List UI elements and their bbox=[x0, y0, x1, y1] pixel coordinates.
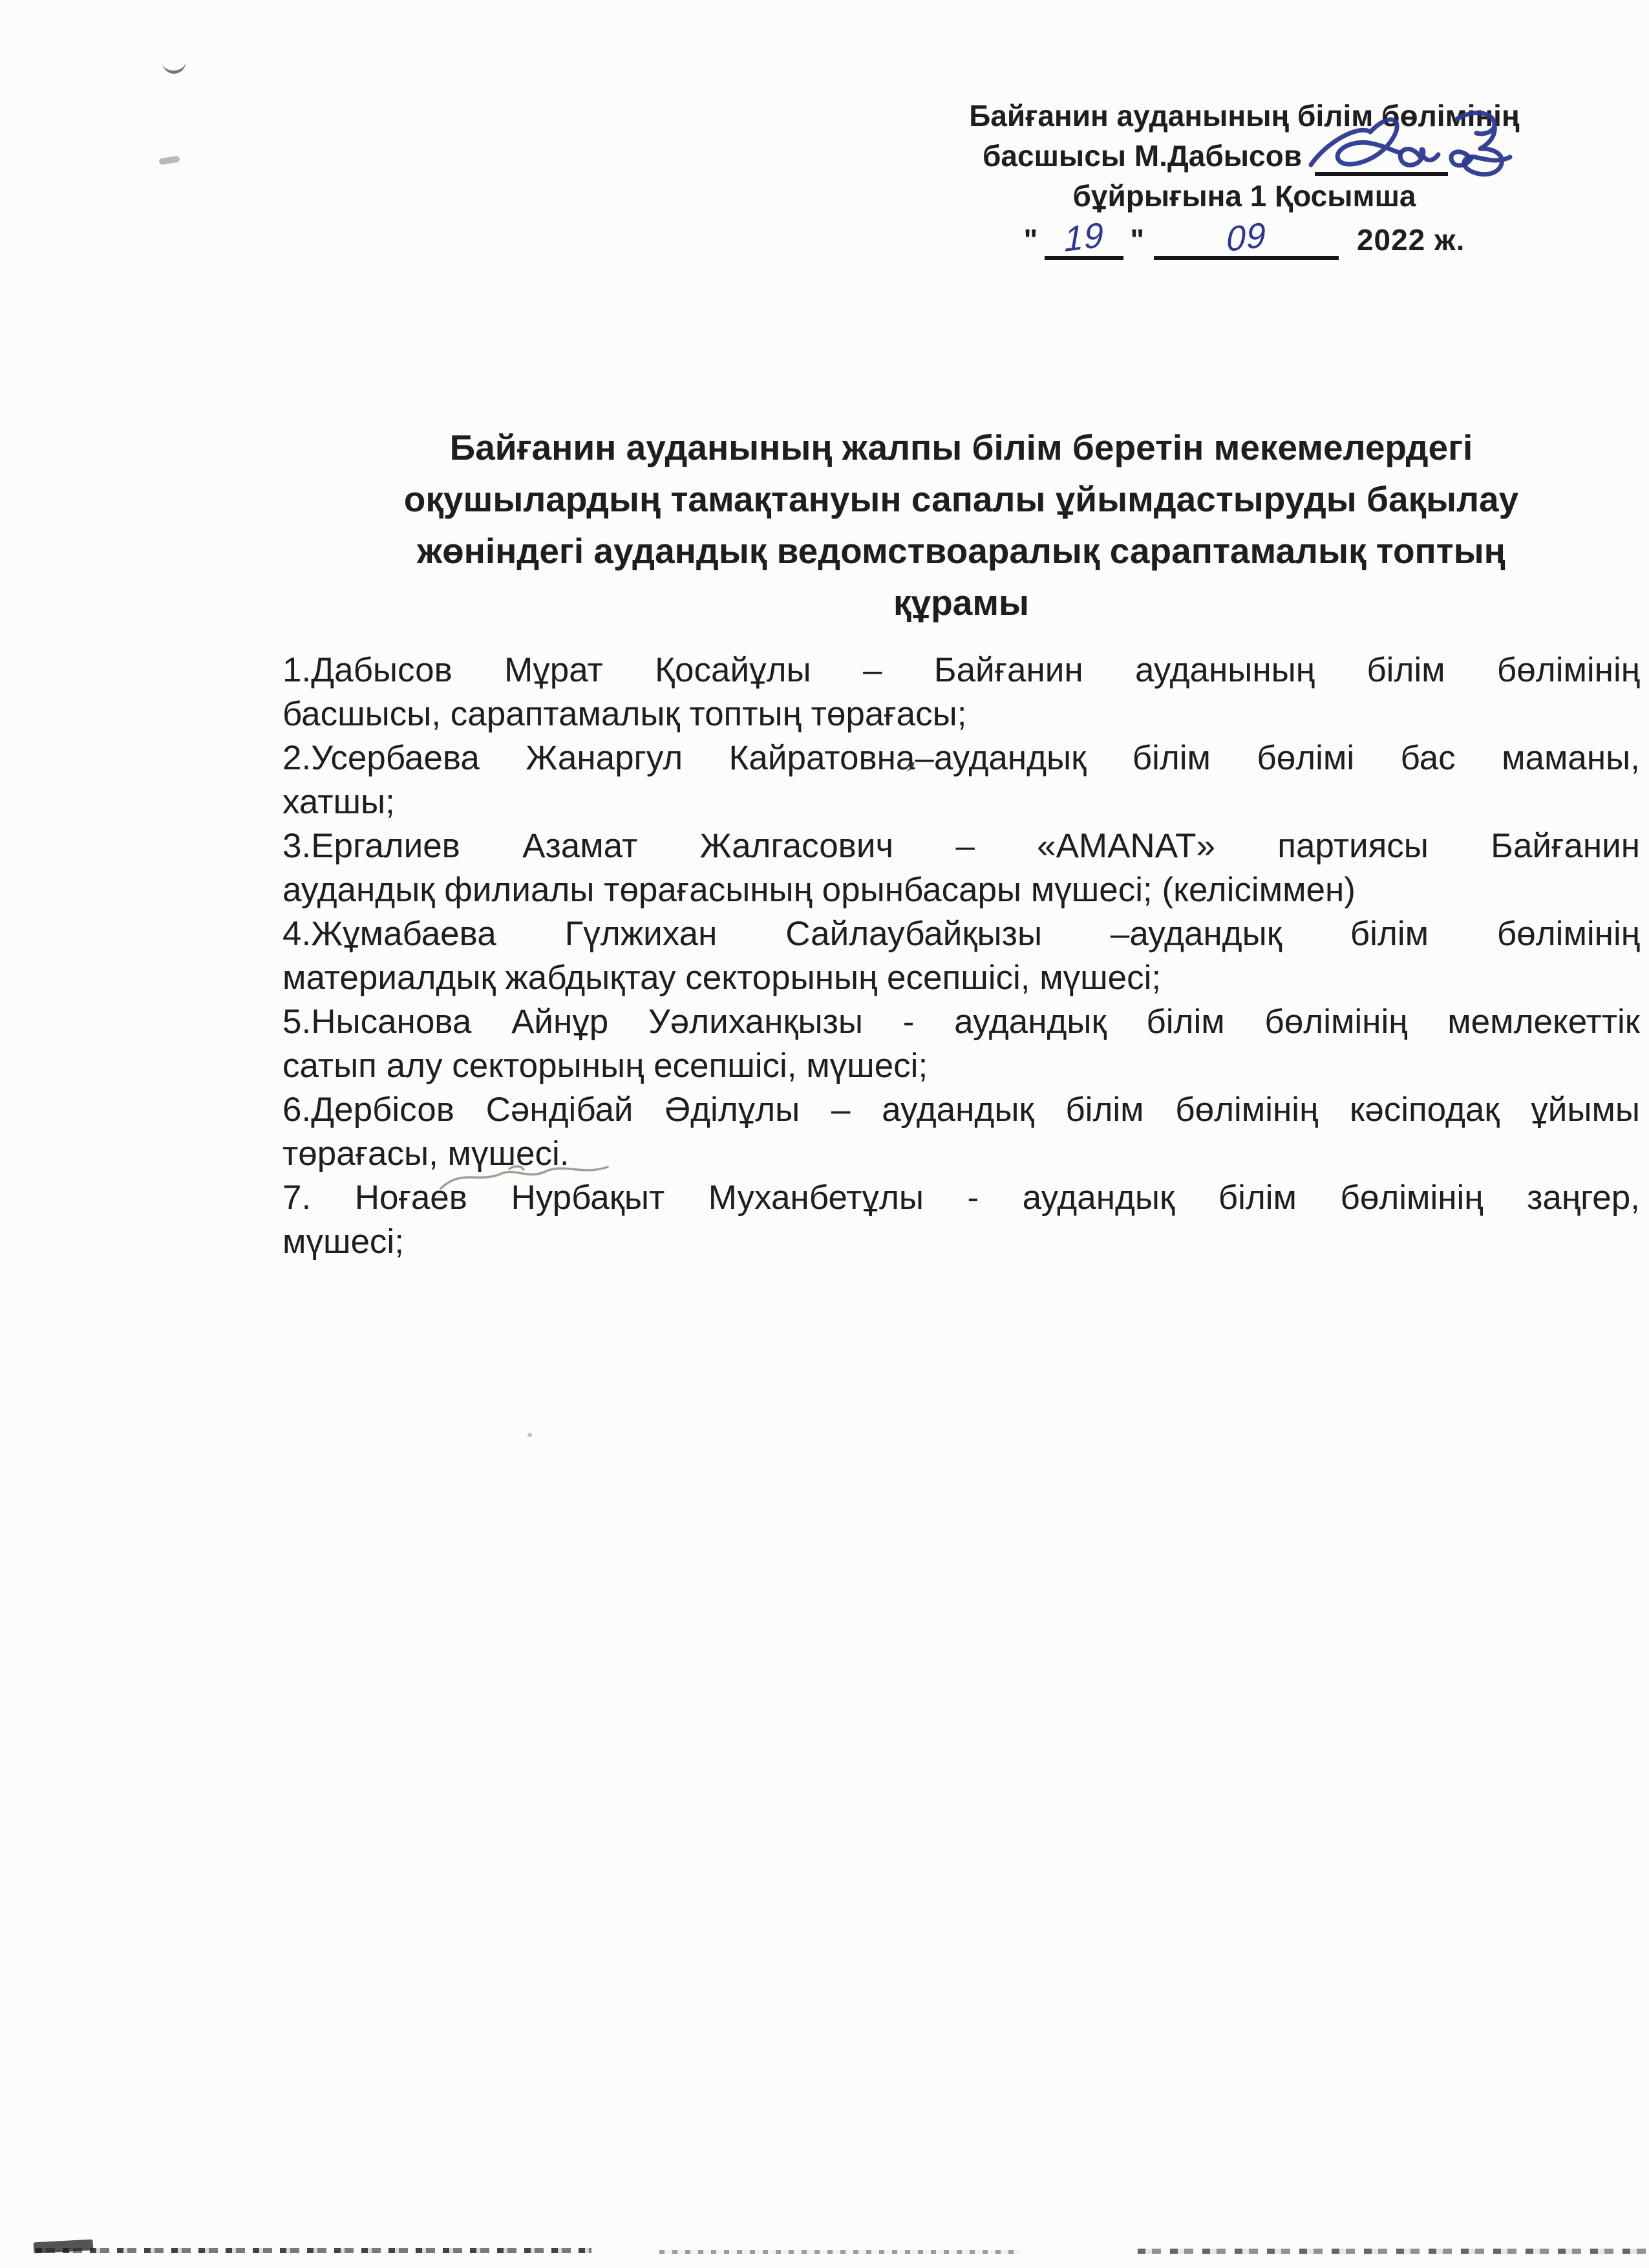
list-item-member-3 bbox=[282, 824, 1640, 912]
member-5-line-1: 5.Нысанова Айнұр Уәлиханқызы - аудандық білім бөлімінің мемлекеттік bbox=[282, 1003, 1640, 1041]
pencil-scribble bbox=[437, 1160, 613, 1195]
signature-scribble-icon bbox=[1303, 102, 1516, 182]
date-year-label: 2022 ж. bbox=[1356, 223, 1465, 257]
title-line-1: Байғанин ауданының жалпы білім беретін мекемелердегі bbox=[449, 427, 1473, 467]
member-2-line-2: хатшы; bbox=[282, 783, 395, 821]
header-line-2 bbox=[902, 136, 1587, 176]
member-1-line-2: басшысы, сараптамалық топтың төрағасы; bbox=[282, 695, 967, 733]
list-item-member-2 bbox=[282, 736, 1640, 824]
handwritten-month: 09 bbox=[1226, 215, 1267, 259]
title-line-4: құрамы bbox=[893, 583, 1029, 623]
date-month-blank bbox=[1154, 215, 1339, 260]
member-7-line-1: 7. Ноғаев Нурбақыт Муханбетұлы - аудандық білім бөлімінің заңгер, bbox=[282, 1179, 1640, 1217]
paper-speck bbox=[527, 1433, 532, 1437]
title-line-3: жөніндегі аудандық ведомствоаралық сараптамалық топтың bbox=[417, 531, 1505, 571]
stray-pen-smudge bbox=[158, 156, 180, 166]
stray-pen-mark bbox=[162, 59, 187, 74]
title-line-2: оқушылардың тамақтануын сапалы ұйымдастыруды бақылау bbox=[403, 479, 1519, 519]
list-item-member-5 bbox=[282, 1000, 1640, 1088]
member-6-line-2: төрағасы, мүшесі. bbox=[282, 1135, 569, 1173]
header-line-1: Байғанин ауданының білім бөлімінің bbox=[969, 99, 1520, 133]
member-7-line-2: мүшесі; bbox=[282, 1223, 404, 1261]
member-3-line-2: аудандық филиалы төрағасының орынбасары мүшесі; (келісіммен) bbox=[282, 871, 1356, 909]
member-2-line-1: 2.Усербаева Жанаргул Кайратовна–аудандық білім бөлімі бас маманы, bbox=[282, 739, 1640, 777]
member-5-line-2: сатып алу секторының есепшісі, мүшесі; bbox=[282, 1047, 928, 1085]
date-line bbox=[902, 215, 1587, 260]
list-item-member-1 bbox=[282, 648, 1640, 736]
handwritten-day: 19 bbox=[1064, 215, 1105, 259]
member-1-line-1: 1.Дабысов Мұрат Қосайұлы – Байғанин ауданының білім бөлімінің bbox=[282, 651, 1640, 689]
signature-slot bbox=[1312, 136, 1506, 176]
scan-edge-strip-left bbox=[36, 2248, 591, 2253]
date-day-blank bbox=[1045, 215, 1123, 260]
approval-header bbox=[902, 96, 1587, 260]
member-6-line-1: 6.Дербісов Сәндібай Әділұлы – аудандық білім бөлімінің кәсіподақ ұйымы bbox=[282, 1091, 1640, 1129]
header-signer-label: басшысы М.Дабысов bbox=[983, 139, 1302, 173]
date-close-quote: " bbox=[1130, 223, 1145, 257]
member-4-line-2: материалдық жабдықтау секторының есепшісі, мүшесі; bbox=[282, 959, 1162, 997]
member-3-line-1: 3.Ергалиев Азамат Жалгасович – «AMANAT» партиясы Байғанин bbox=[282, 827, 1640, 865]
date-open-quote: " bbox=[1023, 223, 1039, 257]
member-4-line-1: 4.Жұмабаева Гүлжихан Сайлаубайқызы –аудандық білім бөлімінің bbox=[282, 915, 1640, 953]
list-item-member-4 bbox=[282, 912, 1640, 1000]
header-line-3: бұйрығына 1 Қосымша bbox=[1072, 179, 1416, 213]
document-title bbox=[282, 422, 1640, 628]
scan-edge-strip-right bbox=[1138, 2249, 1649, 2254]
scan-edge-strip-middle bbox=[659, 2250, 1021, 2254]
